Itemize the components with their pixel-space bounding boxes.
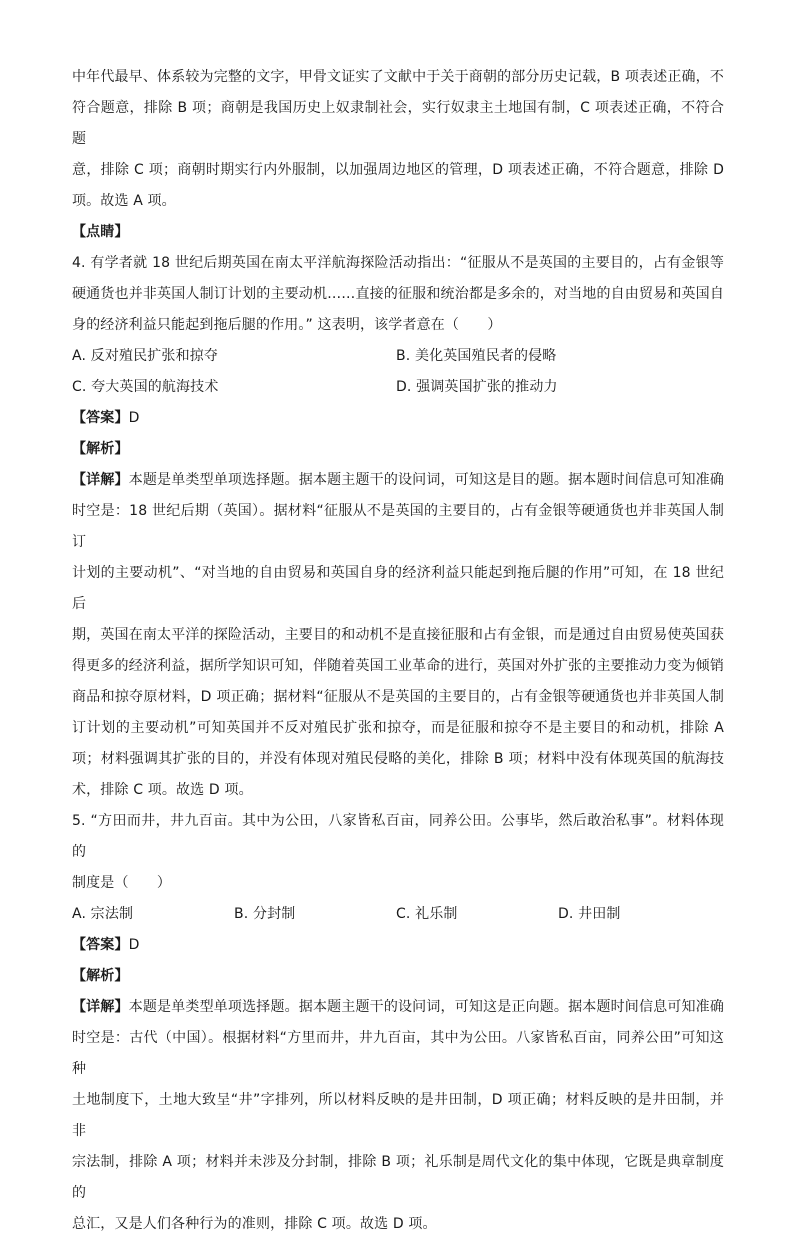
q5-option-b: B. 分封制 [234,906,296,922]
q4-options-row [72,372,724,403]
dianjing-tag: 【点睛】 [72,224,129,240]
q4-detail-line: 得更多的经济利益，据所学知识可知，伴随着英国工业革命的进行，英国对外扩张的主要推动力变为倾销 [72,658,724,674]
q4-stem-line: 硬通货也并非英国人制订计划的主要动机……直接的征服和统治都是多余的，对当地的自由贸易和英国自 [72,286,724,302]
analysis-tag: 【解析】 [72,968,129,984]
answer-tag: 【答案】 [72,410,129,426]
q4-detail-line: 时空是：18 世纪后期（英国）。据材料“征服从不是英国的主要目的，占有金银等硬通货也并非英国人制订 [72,503,724,550]
q4-options-row [72,341,724,372]
q4-detail-line: 订计划的主要动机”可知英国并不反对殖民扩张和掠夺，而是征服和掠夺不是主要目的和动机，排除 A [72,720,724,736]
q5-detail-line: 土地制度下，土地大致呈“井”字排列，所以材料反映的是井田制，D 项正确；材料反映的是井田制，并非 [72,1092,724,1139]
q5-options-row [72,899,724,930]
q5-answer [72,930,724,961]
prev-analysis-line: 中年代最早、体系较为完整的文字，甲骨文证实了文献中于关于商朝的部分历史记载，B 项表述正确，不 [72,69,724,85]
q4-stem-line: 4. 有学者就 18 世纪后期英国在南太平洋航海探险活动指出：“征服从不是英国的主要目的，占有金银等 [72,255,724,271]
prev-analysis-line: 符合题意，排除 B 项；商朝是我国历史上奴隶制社会，实行奴隶主土地国有制，C 项表述正确，不符合题 [72,100,724,147]
q4-option-a: A. 反对殖民扩张和掠夺 [72,348,219,364]
q4-detail-line: 期，英国在南太平洋的探险活动，主要目的和动机不是直接征服和占有金银，而是通过自由贸易使英国获 [72,627,724,643]
prev-analysis-line: 项。故选 A 项。 [72,193,176,209]
detail-tag: 【详解】 [72,999,129,1015]
q5-detail-line: 总汇，又是人们各种行为的准则，排除 C 项。故选 D 项。 [72,1216,437,1232]
q5-stem-line: 制度是（ ） [72,875,172,891]
answer-value: D [128,937,140,953]
q4-detail-line: 项；材料强调其扩张的目的，并没有体现对殖民侵略的美化，排除 B 项；材料中没有体现英国的航海技 [72,751,724,767]
detail-text: 本题是单类型单项选择题。据本题主题干的设问词，可知这是正向题。据本题时间信息可知准确 [128,999,724,1015]
q4-answer [72,403,724,434]
q5-detail-line: 宗法制，排除 A 项；材料并未涉及分封制，排除 B 项；礼乐制是周代文化的集中体现，它既是典章制度的 [72,1154,724,1201]
q4-stem-line: 身的经济利益只能起到拖后腿的作用。” 这表明，该学者意在（ ） [72,317,502,333]
detail-tag: 【详解】 [72,472,129,488]
detail-text: 本题是单类型单项选择题。据本题主题干的设问词，可知这是目的题。据本题时间信息可知准确 [128,472,724,488]
q5-option-c: C. 礼乐制 [396,906,458,922]
q4-detail-line: 计划的主要动机”、“对当地的自由贸易和英国自身的经济利益只能起到拖后腿的作用”可知，在 18 世纪后 [72,565,724,612]
q5-detail-line: 时空是：古代（中国）。根据材料“方里而井，井九百亩，其中为公田。八家皆私百亩，同养公田”可知这种 [72,1030,724,1077]
q4-option-c: C. 夸大英国的航海技术 [72,379,219,395]
q4-detail-line [72,465,724,496]
q5-stem-line: 5. “方田而井，井九百亩。其中为公田，八家皆私百亩，同养公田。公事毕，然后敢治私事”。材料体现的 [72,813,724,860]
q4-detail-line: 术，排除 C 项。故选 D 项。 [72,782,253,798]
q4-option-d: D. 强调英国扩张的推动力 [396,379,558,395]
q4-detail-line: 商品和掠夺原材料，D 项正确；据材料“征服从不是英国的主要目的，占有金银等硬通货也并非英国人制 [72,689,724,705]
answer-value: D [128,410,140,426]
answer-tag: 【答案】 [72,937,129,953]
q5-option-d: D. 井田制 [558,906,621,922]
analysis-tag: 【解析】 [72,441,129,457]
q5-option-a: A. 宗法制 [72,906,134,922]
q4-option-b: B. 美化英国殖民者的侵略 [396,348,557,364]
q5-detail-line [72,992,724,1023]
page-content [72,62,724,1240]
prev-analysis-line: 意，排除 C 项；商朝时期实行内外服制，以加强周边地区的管理，D 项表述正确，不符合题意，排除 D [72,162,724,178]
